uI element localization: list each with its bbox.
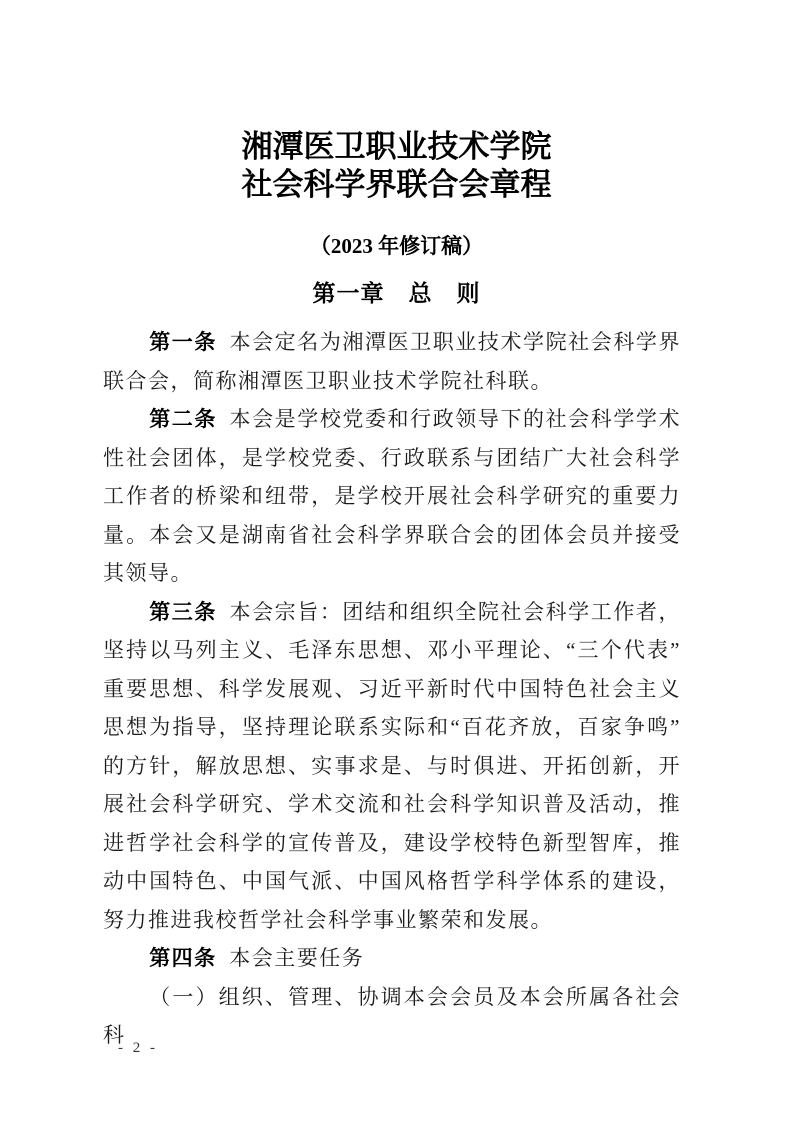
paragraph: 第四条 本会主要任务 xyxy=(149,946,365,970)
chapter-heading: 第一章 总 则 xyxy=(312,280,481,306)
document-title xyxy=(0,128,793,204)
paragraph: 第一条 本会定名为湘潭医卫职业技术学院社会科学界联合会，简称湘潭医卫职业技术学院社科联。 xyxy=(103,330,681,393)
page-number: - 2 - xyxy=(118,1040,158,1056)
paragraph: 第三条 本会宗旨：团结和组织全院社会科学工作者，坚持以马列主义、毛泽东思想、邓小平理论、“三个代表”重要思想、科学发展观、习近平新时代中国特色社会主义思想为指导，坚持理论联系实际和“百花齐放，百家争鸣”的方针，解放思想、实事求是、与时俱进、开拓创新，开展社会科学研究、学术交流和社会科学知识普及活动，推进哲学社会科学的宣传普及，建设学校特色新型智库，推动中国特色、中国气派、中国风格哲学科学体系的建设，努力推进我校哲学社会科学事业繁荣和发展。 xyxy=(103,599,681,932)
article-label: 第三条 xyxy=(149,599,217,624)
title-line-1: 湘潭医卫职业技术学院 xyxy=(241,129,552,164)
article-label: 第四条 xyxy=(149,946,217,970)
paragraph: （一）组织、管理、协调本会会员及本会所属各社会科 xyxy=(103,984,681,1047)
paragraph: 第二条 本会是学校党委和行政领导下的社会科学学术性社会团体，是学校党委、行政联系与团结广大社会科学工作者的桥梁和纽带，是学校开展社会科学研究的重要力量。本会又是湖南省社会科学界联合会的团体会员并接受其领导。 xyxy=(103,407,681,585)
document-body xyxy=(103,323,681,1055)
revision-note: （2023 年修订稿） xyxy=(309,234,484,258)
article-label: 第一条 xyxy=(149,330,217,354)
title-line-2: 社会科学界联合会章程 xyxy=(241,167,552,202)
article-label: 第二条 xyxy=(149,407,217,431)
